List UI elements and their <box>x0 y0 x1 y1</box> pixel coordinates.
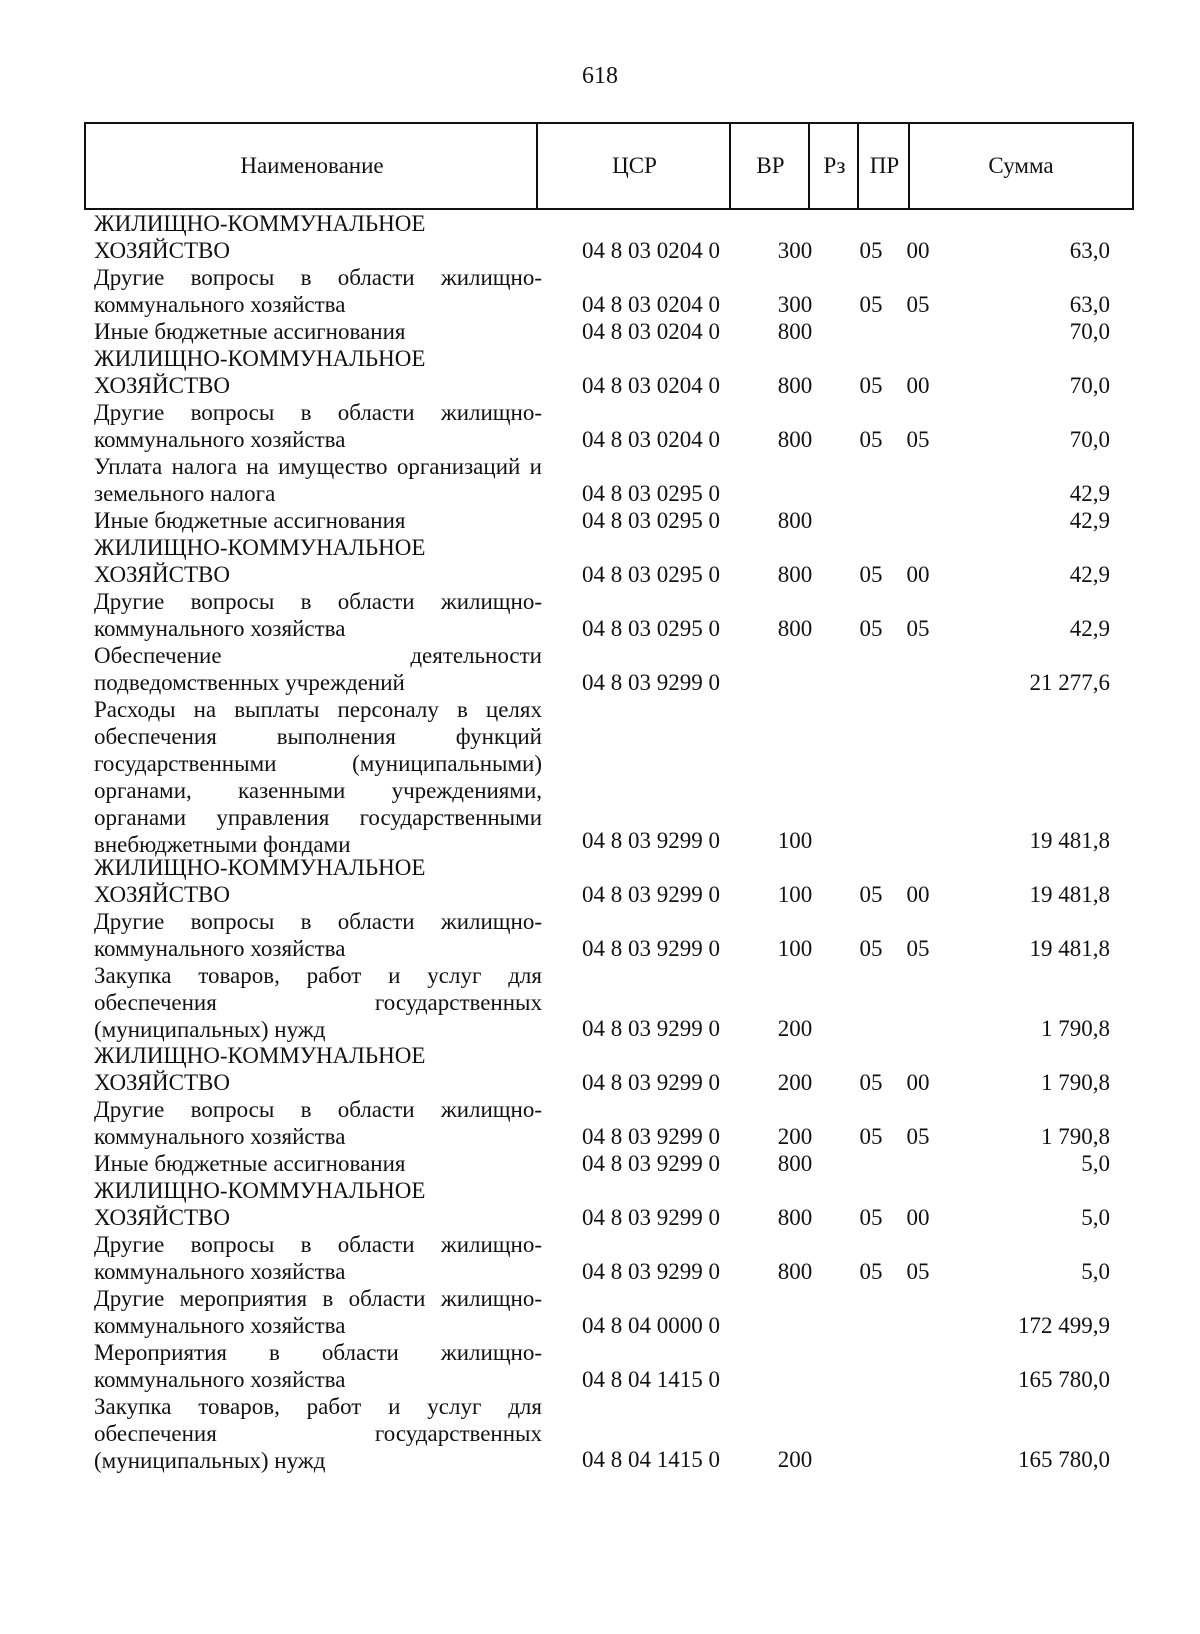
table-header <box>84 122 1134 210</box>
row-csr: 04 8 03 0295 0 <box>582 616 720 641</box>
row-csr: 04 8 03 0295 0 <box>582 481 720 506</box>
row-vr: 200 <box>777 1016 813 1041</box>
table-row <box>0 1339 1200 1393</box>
row-pr: 05 <box>906 936 930 961</box>
row-vr: 200 <box>777 1070 813 1095</box>
table-row <box>0 345 1200 399</box>
row-csr: 04 8 03 9299 0 <box>582 1151 720 1176</box>
row-rz: 05 <box>859 882 883 907</box>
row-name: ЖИЛИЩНО-КОММУНАЛЬНОЕ ХОЗЯЙСТВО <box>94 855 426 907</box>
row-csr: 04 8 03 0204 0 <box>582 319 720 344</box>
row-sum: 63,0 <box>1069 292 1110 317</box>
row-rz: 05 <box>859 936 883 961</box>
row-sum: 19 481,8 <box>1029 882 1110 907</box>
row-csr: 04 8 04 1415 0 <box>582 1367 720 1392</box>
row-sum: 1 790,8 <box>1041 1016 1110 1041</box>
row-sum: 19 481,8 <box>1029 828 1110 853</box>
row-sum: 5,0 <box>1081 1205 1110 1230</box>
header-sum: Сумма <box>988 153 1054 178</box>
row-sum: 70,0 <box>1069 373 1110 398</box>
row-vr: 800 <box>777 616 813 641</box>
row-csr: 04 8 03 9299 0 <box>582 1259 720 1284</box>
table-row <box>0 1150 1200 1177</box>
row-name: Другие вопросы в области жилищно-коммунального хозяйства <box>94 1232 542 1284</box>
row-pr: 00 <box>906 1070 930 1095</box>
table-row <box>0 588 1200 642</box>
row-name: Иные бюджетные ассигнования <box>94 319 406 344</box>
table-row <box>0 318 1200 345</box>
row-sum: 63,0 <box>1069 238 1110 263</box>
row-name: Другие вопросы в области жилищно-коммунального хозяйства <box>94 265 542 317</box>
row-vr: 800 <box>777 562 813 587</box>
row-sum: 21 277,6 <box>1029 670 1110 695</box>
row-csr: 04 8 03 0204 0 <box>582 238 720 263</box>
row-pr: 05 <box>906 1124 930 1149</box>
row-name: Другие мероприятия в области жилищно-коммунального хозяйства <box>94 1286 542 1338</box>
table-row <box>0 399 1200 453</box>
row-name: Иные бюджетные ассигнования <box>94 508 406 533</box>
row-sum: 42,9 <box>1069 616 1110 641</box>
row-vr: 800 <box>777 1151 813 1176</box>
row-csr: 04 8 03 0204 0 <box>582 373 720 398</box>
row-sum: 5,0 <box>1081 1259 1110 1284</box>
row-rz: 05 <box>859 292 883 317</box>
row-pr: 05 <box>906 616 930 641</box>
row-name: Иные бюджетные ассигнования <box>94 1151 406 1176</box>
row-vr: 800 <box>777 373 813 398</box>
row-sum: 42,9 <box>1069 562 1110 587</box>
row-name: Другие вопросы в области жилищно-коммунального хозяйства <box>94 909 542 961</box>
row-rz: 05 <box>859 562 883 587</box>
row-name: ЖИЛИЩНО-КОММУНАЛЬНОЕ ХОЗЯЙСТВО <box>94 535 426 587</box>
table-row <box>0 453 1200 507</box>
row-vr: 100 <box>777 936 813 961</box>
table-row <box>0 534 1200 588</box>
row-csr: 04 8 03 9299 0 <box>582 1070 720 1095</box>
row-csr: 04 8 03 9299 0 <box>582 882 720 907</box>
row-name: ЖИЛИЩНО-КОММУНАЛЬНОЕ ХОЗЯЙСТВО <box>94 346 426 398</box>
row-csr: 04 8 04 0000 0 <box>582 1313 720 1338</box>
table-row <box>0 1096 1200 1150</box>
row-csr: 04 8 03 0295 0 <box>582 508 720 533</box>
row-pr: 00 <box>906 238 930 263</box>
row-sum: 165 780,0 <box>1018 1447 1110 1472</box>
row-pr: 05 <box>906 427 930 452</box>
row-pr: 00 <box>906 1205 930 1230</box>
row-vr: 300 <box>777 238 813 263</box>
row-rz: 05 <box>859 1070 883 1095</box>
row-sum: 70,0 <box>1069 427 1110 452</box>
header-csr: ЦСР <box>612 153 657 178</box>
table-row <box>0 1285 1200 1339</box>
row-csr: 04 8 03 9299 0 <box>582 1124 720 1149</box>
table-row <box>0 507 1200 534</box>
row-csr: 04 8 03 9299 0 <box>582 936 720 961</box>
row-vr: 100 <box>777 882 813 907</box>
row-sum: 42,9 <box>1069 481 1110 506</box>
row-csr: 04 8 03 9299 0 <box>582 670 720 695</box>
row-sum: 1 790,8 <box>1041 1070 1110 1095</box>
header-vr: ВР <box>756 153 785 178</box>
row-csr: 04 8 03 9299 0 <box>582 1016 720 1041</box>
row-name: Уплата налога на имущество организаций и земельного налога <box>94 454 542 506</box>
page-number: 618 <box>582 63 618 89</box>
row-rz: 05 <box>859 427 883 452</box>
row-csr: 04 8 03 0204 0 <box>582 292 720 317</box>
row-sum: 172 499,9 <box>1018 1313 1110 1338</box>
row-vr: 200 <box>777 1124 813 1149</box>
row-pr: 00 <box>906 562 930 587</box>
table-row <box>0 264 1200 318</box>
table-row <box>0 1393 1200 1473</box>
header-rz: Рз <box>823 153 846 178</box>
row-sum: 165 780,0 <box>1018 1367 1110 1392</box>
row-pr: 05 <box>906 1259 930 1284</box>
table-row <box>0 696 1200 857</box>
table-row <box>0 1177 1200 1231</box>
row-name: ЖИЛИЩНО-КОММУНАЛЬНОЕ ХОЗЯЙСТВО <box>94 1043 426 1095</box>
row-vr: 800 <box>777 508 813 533</box>
table-row <box>0 210 1200 264</box>
row-csr: 04 8 03 0295 0 <box>582 562 720 587</box>
row-name: ЖИЛИЩНО-КОММУНАЛЬНОЕ ХОЗЯЙСТВО <box>94 1178 426 1230</box>
row-pr: 00 <box>906 373 930 398</box>
row-rz: 05 <box>859 1124 883 1149</box>
row-vr: 800 <box>777 427 813 452</box>
row-csr: 04 8 03 9299 0 <box>582 1205 720 1230</box>
row-pr: 05 <box>906 292 930 317</box>
row-rz: 05 <box>859 373 883 398</box>
row-name: Другие вопросы в области жилищно-коммунального хозяйства <box>94 1097 542 1149</box>
row-rz: 05 <box>859 1259 883 1284</box>
table-row <box>0 1042 1200 1096</box>
row-vr: 800 <box>777 319 813 344</box>
row-name: ЖИЛИЩНО-КОММУНАЛЬНОЕ ХОЗЯЙСТВО <box>94 211 426 263</box>
table-row <box>0 642 1200 696</box>
row-name: Другие вопросы в области жилищно-коммунального хозяйства <box>94 400 542 452</box>
header-pr: ПР <box>869 153 900 178</box>
row-vr: 200 <box>777 1447 813 1472</box>
row-name: Расходы на выплаты персоналу в целях обеспечения выполнения функций государственными (муниципальными) органами, казенными учреждениями, органами управления государственными внебюджетными фондами <box>94 697 542 857</box>
table-row <box>0 962 1200 1042</box>
row-sum: 70,0 <box>1069 319 1110 344</box>
row-pr: 00 <box>906 882 930 907</box>
row-sum: 19 481,8 <box>1029 936 1110 961</box>
row-csr: 04 8 03 0204 0 <box>582 427 720 452</box>
table-body <box>0 210 1200 1473</box>
row-rz: 05 <box>859 238 883 263</box>
header-name: Наименование <box>240 153 384 178</box>
row-csr: 04 8 03 9299 0 <box>582 828 720 853</box>
row-vr: 300 <box>777 292 813 317</box>
table-row <box>0 1231 1200 1285</box>
row-name: Обеспечение деятельности подведомственных учреждений <box>94 643 542 695</box>
table-row <box>0 854 1200 908</box>
table-row <box>0 908 1200 962</box>
row-name: Другие вопросы в области жилищно-коммунального хозяйства <box>94 589 542 641</box>
row-sum: 5,0 <box>1081 1151 1110 1176</box>
row-vr: 800 <box>777 1259 813 1284</box>
row-sum: 42,9 <box>1069 508 1110 533</box>
row-vr: 100 <box>777 828 813 853</box>
row-rz: 05 <box>859 1205 883 1230</box>
row-sum: 1 790,8 <box>1041 1124 1110 1149</box>
row-vr: 800 <box>777 1205 813 1230</box>
row-csr: 04 8 04 1415 0 <box>582 1447 720 1472</box>
row-name: Закупка товаров, работ и услуг для обеспечения государственных (муниципальных) нужд <box>94 963 542 1042</box>
row-name: Мероприятия в области жилищно-коммунального хозяйства <box>94 1340 542 1392</box>
row-name: Закупка товаров, работ и услуг для обеспечения государственных (муниципальных) нужд <box>94 1394 542 1473</box>
row-rz: 05 <box>859 616 883 641</box>
